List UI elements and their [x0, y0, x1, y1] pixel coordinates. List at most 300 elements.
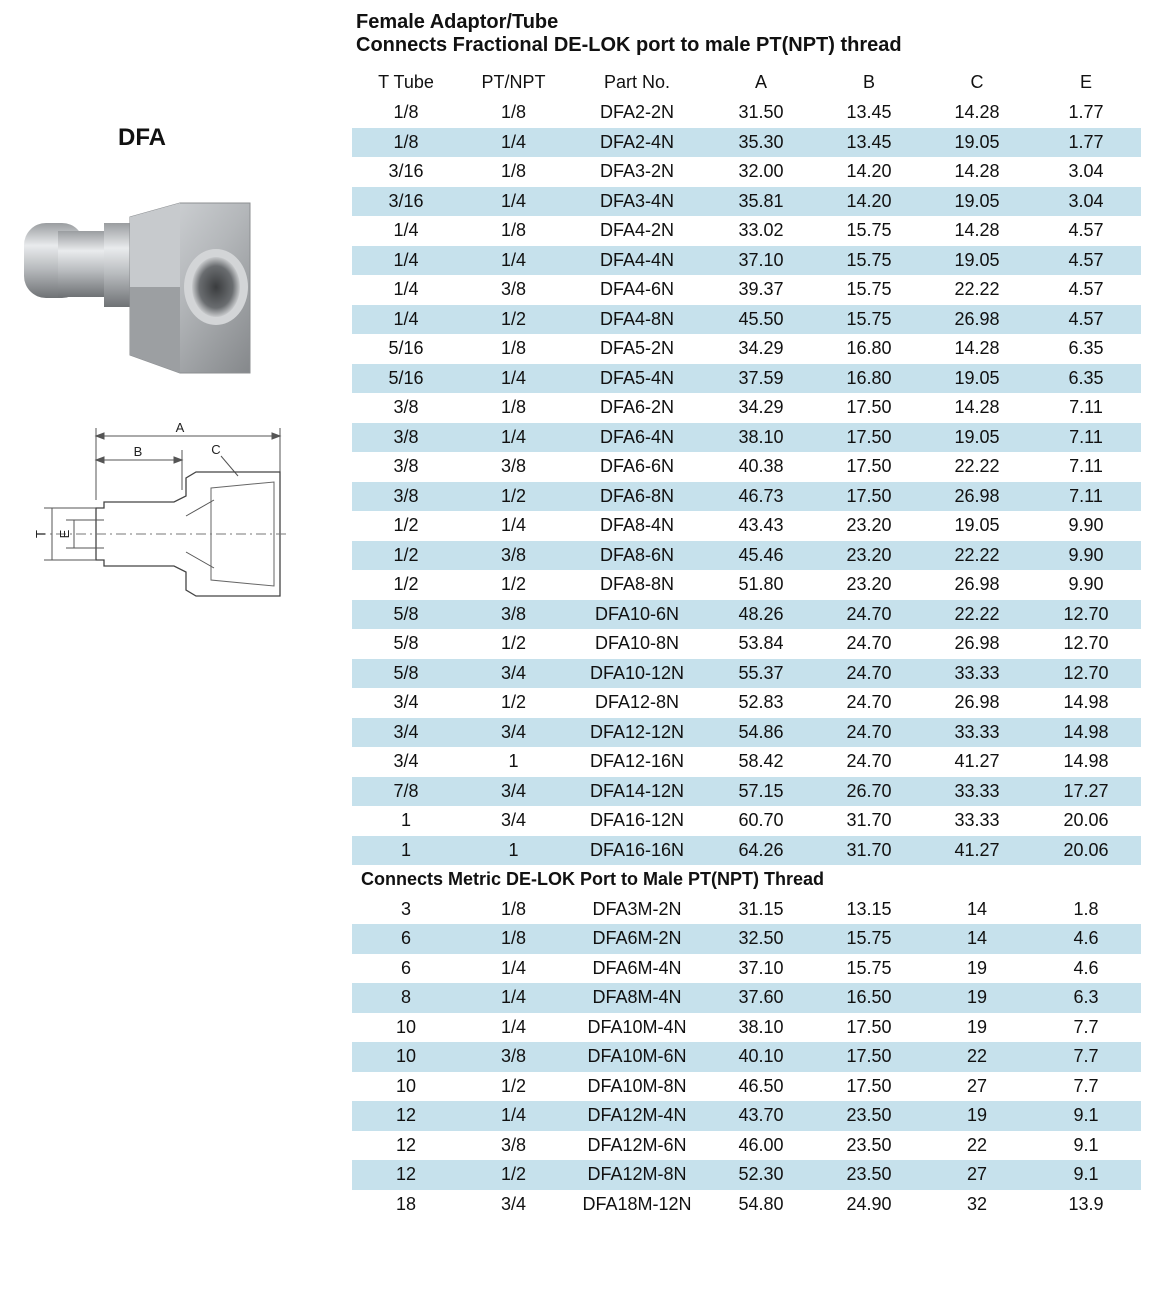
table-cell: 1/4 [393, 308, 419, 329]
table-cell: 34.29 [738, 397, 784, 418]
table-cell: 3/8 [500, 456, 527, 477]
table-row [352, 600, 1141, 630]
table-cell: 9.1 [1073, 1105, 1099, 1126]
table-cell: 40.10 [738, 1046, 784, 1067]
table-cell: 10 [395, 1075, 417, 1096]
table-cell: 4.57 [1068, 220, 1104, 241]
table-cell: 17.50 [846, 426, 892, 447]
table-cell: 20.06 [1063, 810, 1109, 831]
table-cell: 5/8 [393, 603, 419, 624]
table-cell: DFA5-4N [599, 367, 675, 388]
table-cell: 1/4 [500, 131, 527, 152]
table-cell: 3/4 [500, 662, 527, 683]
header-e: E [1079, 71, 1092, 92]
table-cell: DFA3-2N [599, 161, 675, 182]
table-cell: 5/16 [388, 338, 424, 359]
table-row [352, 895, 1141, 925]
table-cell: 26.98 [954, 633, 1000, 654]
table-cell: DFA4-8N [599, 308, 675, 329]
table-cell: 26.98 [954, 692, 1000, 713]
table-cell: 12 [395, 1134, 417, 1155]
table-cell: 1/8 [500, 397, 527, 418]
table-cell: DFA14-12N [589, 780, 685, 801]
table-cell: 23.50 [846, 1105, 892, 1126]
table-cell: 1/2 [500, 633, 527, 654]
table-cell: 31.15 [738, 898, 784, 919]
table-cell: 39.37 [738, 279, 784, 300]
table-cell: DFA12M-6N [587, 1134, 687, 1155]
dimension-drawing [26, 420, 296, 610]
table-cell: 3 [400, 898, 411, 919]
table-cell: 13.45 [846, 131, 892, 152]
table-cell: 38.10 [738, 1016, 784, 1037]
table-cell: 24.70 [846, 603, 892, 624]
table-cell: 19.05 [954, 367, 1000, 388]
table-cell: 7.7 [1073, 1046, 1099, 1067]
table-cell: 1 [400, 839, 411, 860]
table-cell: 9.90 [1068, 574, 1104, 595]
table-cell: 15.75 [846, 928, 892, 949]
table-cell: 54.80 [738, 1193, 784, 1214]
table-cell: 4.57 [1068, 249, 1104, 270]
table-cell: 12 [395, 1105, 417, 1126]
table-cell: 3/8 [500, 544, 527, 565]
table-cell: 13.15 [846, 898, 892, 919]
table-row [352, 216, 1141, 246]
table-row [352, 275, 1141, 305]
table-cell: DFA10M-8N [587, 1075, 687, 1096]
table-cell: 4.57 [1068, 308, 1104, 329]
table-row [352, 806, 1141, 836]
table-cell: 3/8 [500, 1046, 527, 1067]
table-cell: 32.50 [738, 928, 784, 949]
table-cell: 38.10 [738, 426, 784, 447]
table-cell: 33.33 [954, 810, 1000, 831]
table-cell: 7.11 [1069, 456, 1103, 477]
table-cell: 12.70 [1063, 662, 1109, 683]
table-row [352, 836, 1141, 866]
table-cell: 1/4 [393, 220, 419, 241]
table-row [352, 1042, 1141, 1072]
table-cell: 3/16 [388, 161, 424, 182]
table-row [352, 157, 1141, 187]
table-cell: 46.50 [738, 1075, 784, 1096]
table-cell: 14.98 [1063, 751, 1109, 772]
table-cell: 16.80 [846, 338, 892, 359]
table-cell: 13.45 [846, 102, 892, 123]
table-cell: DFA3M-2N [592, 898, 682, 919]
table-cell: 19.05 [954, 515, 1000, 536]
table-cell: 9.90 [1068, 515, 1104, 536]
table-cell: 26.98 [954, 574, 1000, 595]
table-cell: DFA2-2N [599, 102, 675, 123]
table-cell: 23.50 [846, 1164, 892, 1185]
table-cell: 1/2 [500, 308, 527, 329]
table-row [352, 1190, 1141, 1220]
table-cell: 3/8 [393, 456, 419, 477]
table-row [352, 541, 1141, 571]
table-cell: 1/8 [500, 338, 527, 359]
table-cell: 3/4 [393, 692, 419, 713]
table-cell: 17.50 [846, 1075, 892, 1096]
table-cell: 37.10 [738, 249, 784, 270]
table-cell: 1/8 [393, 102, 419, 123]
table-cell: 1/4 [500, 1016, 527, 1037]
table-cell: 1/4 [393, 279, 419, 300]
table-cell: 1/4 [500, 249, 527, 270]
dimension-table [352, 66, 1141, 1219]
table-cell: 13.9 [1068, 1193, 1104, 1214]
table-cell: 14 [966, 928, 988, 949]
table-cell: 3/8 [393, 485, 419, 506]
table-cell: 43.70 [738, 1105, 784, 1126]
table-cell: 10 [395, 1016, 417, 1037]
table-cell: 1/8 [500, 102, 527, 123]
table-cell: 58.42 [738, 751, 784, 772]
table-cell: DFA16-12N [589, 810, 685, 831]
table-cell: 15.75 [846, 220, 892, 241]
dim-label-e: E [57, 529, 72, 539]
table-row [352, 482, 1141, 512]
table-cell: 23.20 [846, 574, 892, 595]
table-cell: 1/4 [500, 515, 527, 536]
table-cell: 24.70 [846, 633, 892, 654]
table-row [352, 98, 1141, 128]
table-cell: 31.70 [846, 839, 892, 860]
product-subtitle: Connects Fractional DE-LOK port to male PT(NPT) thread [356, 34, 902, 56]
table-cell: 1 [508, 751, 519, 772]
table-cell: 19.05 [954, 249, 1000, 270]
table-cell: 1/4 [500, 367, 527, 388]
table-cell: 6.35 [1068, 367, 1104, 388]
table-cell: DFA2-4N [599, 131, 675, 152]
table-cell: DFA6-6N [599, 456, 675, 477]
table-cell: 33.33 [954, 780, 1000, 801]
table-row [352, 983, 1141, 1013]
table-cell: 22.22 [954, 603, 1000, 624]
table-cell: 15.75 [846, 279, 892, 300]
table-cell: 48.26 [738, 603, 784, 624]
table-cell: 7.7 [1073, 1075, 1099, 1096]
table-cell: 16.80 [846, 367, 892, 388]
table-cell: 1/2 [393, 515, 419, 536]
table-cell: 4.57 [1068, 279, 1104, 300]
table-cell: 33.33 [954, 721, 1000, 742]
table-cell: 33.02 [738, 220, 784, 241]
header-pt-npt: PT/NPT [481, 71, 546, 92]
table-cell: 1/4 [500, 426, 527, 447]
table-cell: 26.98 [954, 308, 1000, 329]
dim-label-b: B [133, 444, 143, 459]
table-cell: 23.20 [846, 515, 892, 536]
table-cell: DFA8-6N [599, 544, 675, 565]
table-cell: DFA18M-12N [582, 1193, 692, 1214]
table-cell: 1.77 [1068, 102, 1104, 123]
table-cell: 3/4 [500, 1193, 527, 1214]
table-cell: 24.70 [846, 692, 892, 713]
table-cell: 15.75 [846, 249, 892, 270]
table-cell: DFA12-12N [589, 721, 685, 742]
product-title: Female Adaptor/Tube [356, 11, 559, 33]
table-cell: DFA12M-8N [587, 1164, 687, 1185]
table-cell: 3/4 [500, 721, 527, 742]
table-cell: 10 [395, 1046, 417, 1067]
header-t-tube: T Tube [378, 71, 434, 92]
table-cell: 46.00 [738, 1134, 784, 1155]
table-cell: 7.7 [1073, 1016, 1099, 1037]
table-cell: DFA6-8N [599, 485, 675, 506]
table-cell: 22 [966, 1046, 988, 1067]
table-cell: 12 [395, 1164, 417, 1185]
table-cell: DFA12-16N [589, 751, 685, 772]
table-cell: 1 [508, 839, 519, 860]
table-cell: 1/4 [393, 249, 419, 270]
table-row [352, 718, 1141, 748]
table-row [352, 364, 1141, 394]
table-cell: 14.28 [954, 397, 1000, 418]
table-cell: 14.28 [954, 220, 1000, 241]
table-cell: 8 [400, 987, 411, 1008]
table-cell: 22.22 [954, 456, 1000, 477]
table-cell: 60.70 [738, 810, 784, 831]
table-cell: 19.05 [954, 426, 1000, 447]
table-cell: 35.30 [738, 131, 784, 152]
table-row [352, 128, 1141, 158]
table-cell: 14.28 [954, 338, 1000, 359]
table-cell: 5/8 [393, 633, 419, 654]
table-cell: 54.86 [738, 721, 784, 742]
table-cell: 14.20 [846, 190, 892, 211]
table-cell: 31.50 [738, 102, 784, 123]
table-cell: 26.98 [954, 485, 1000, 506]
table-cell: DFA3-4N [599, 190, 675, 211]
table-row [352, 334, 1141, 364]
table-cell: 17.50 [846, 397, 892, 418]
table-cell: DFA6M-2N [592, 928, 682, 949]
table-cell: 24.70 [846, 751, 892, 772]
table-cell: 27 [966, 1075, 988, 1096]
fractional-table-body [352, 98, 1141, 865]
table-cell: DFA8-4N [599, 515, 675, 536]
table-cell: DFA5-2N [599, 338, 675, 359]
table-cell: 16.50 [846, 987, 892, 1008]
table-cell: 1/2 [500, 574, 527, 595]
table-cell: 1 [400, 810, 411, 831]
table-cell: 5/16 [388, 367, 424, 388]
table-cell: 1/8 [393, 131, 419, 152]
table-row [352, 1072, 1141, 1102]
table-cell: 3/8 [500, 603, 527, 624]
table-cell: 17.27 [1063, 780, 1109, 801]
table-cell: 3/4 [500, 780, 527, 801]
table-header-row [352, 66, 1141, 98]
table-cell: 41.27 [954, 839, 1000, 860]
table-cell: 15.75 [846, 957, 892, 978]
table-cell: 1.8 [1073, 898, 1099, 919]
table-row [352, 954, 1141, 984]
table-cell: 6 [400, 957, 411, 978]
table-cell: 19 [966, 1105, 988, 1126]
table-cell: DFA6-4N [599, 426, 675, 447]
table-cell: 14.98 [1063, 692, 1109, 713]
table-cell: 57.15 [738, 780, 784, 801]
table-cell: 1/4 [500, 957, 527, 978]
table-cell: 17.50 [846, 485, 892, 506]
table-row [352, 924, 1141, 954]
table-cell: 35.81 [738, 190, 784, 211]
table-cell: 4.6 [1073, 928, 1099, 949]
table-cell: 37.60 [738, 987, 784, 1008]
metric-section-title: Connects Metric DE-LOK Port to Male PT(NPT) Thread [361, 869, 825, 889]
table-cell: 14 [966, 898, 988, 919]
table-cell: 1/2 [393, 544, 419, 565]
table-cell: 1/2 [500, 1075, 527, 1096]
table-cell: 34.29 [738, 338, 784, 359]
table-cell: DFA10-12N [589, 662, 685, 683]
table-cell: 7.11 [1069, 485, 1103, 506]
dim-label-a: A [175, 420, 185, 435]
table-cell: 27 [966, 1164, 988, 1185]
header-c: C [970, 71, 984, 92]
table-row [352, 305, 1141, 335]
table-cell: 24.70 [846, 721, 892, 742]
table-cell: 12.70 [1063, 633, 1109, 654]
table-cell: 37.59 [738, 367, 784, 388]
table-cell: 19.05 [954, 190, 1000, 211]
fitting-photo [18, 195, 268, 380]
table-cell: 52.83 [738, 692, 784, 713]
table-row [352, 777, 1141, 807]
table-row [352, 747, 1141, 777]
table-cell: 32.00 [738, 161, 784, 182]
table-cell: 3/8 [500, 279, 527, 300]
table-cell: 4.6 [1073, 957, 1099, 978]
table-cell: 12.70 [1063, 603, 1109, 624]
table-cell: DFA4-6N [599, 279, 675, 300]
table-cell: 1/2 [500, 692, 527, 713]
table-row [352, 659, 1141, 689]
table-cell: 9.90 [1068, 544, 1104, 565]
header-b: B [862, 71, 875, 92]
table-row [352, 688, 1141, 718]
table-cell: 22 [966, 1134, 988, 1155]
table-cell: DFA10-6N [594, 603, 680, 624]
table-cell: 53.84 [738, 633, 784, 654]
table-row [352, 1160, 1141, 1190]
table-cell: 20.06 [1063, 839, 1109, 860]
table-cell: 6.3 [1073, 987, 1099, 1008]
table-cell: 6 [400, 928, 411, 949]
table-cell: 37.10 [738, 957, 784, 978]
table-cell: 41.27 [954, 751, 1000, 772]
table-cell: DFA10M-6N [587, 1046, 687, 1067]
table-cell: DFA10-8N [594, 633, 680, 654]
table-cell: 1.77 [1068, 131, 1104, 152]
table-cell: 7.11 [1069, 397, 1103, 418]
header-a: A [754, 71, 767, 92]
table-cell: 55.37 [738, 662, 784, 683]
table-row [352, 629, 1141, 659]
table-cell: 24.70 [846, 662, 892, 683]
table-cell: 24.90 [846, 1193, 892, 1214]
table-cell: 19 [966, 1016, 988, 1037]
table-row [352, 511, 1141, 541]
table-cell: 43.43 [738, 515, 784, 536]
table-row [352, 1131, 1141, 1161]
table-cell: 46.73 [738, 485, 784, 506]
table-cell: DFA12M-4N [587, 1105, 687, 1126]
table-cell: DFA16-16N [589, 839, 685, 860]
table-cell: 3.04 [1068, 190, 1104, 211]
table-row [352, 423, 1141, 453]
table-cell: 9.1 [1073, 1164, 1099, 1185]
table-cell: 6.35 [1068, 338, 1104, 359]
table-cell: 3/16 [388, 190, 424, 211]
table-cell: 19 [966, 987, 988, 1008]
table-cell: DFA4-2N [599, 220, 675, 241]
table-cell: 1/8 [500, 220, 527, 241]
table-cell: 64.26 [738, 839, 784, 860]
table-row [352, 570, 1141, 600]
table-cell: 33.33 [954, 662, 1000, 683]
table-row [352, 246, 1141, 276]
table-cell: 3/4 [393, 721, 419, 742]
table-cell: 14.98 [1063, 721, 1109, 742]
table-cell: 1/4 [500, 1105, 527, 1126]
table-cell: 15.75 [846, 308, 892, 329]
table-cell: 31.70 [846, 810, 892, 831]
table-cell: 3/8 [393, 397, 419, 418]
table-cell: 3.04 [1068, 161, 1104, 182]
table-cell: DFA12-8N [594, 692, 680, 713]
table-cell: 3/8 [393, 426, 419, 447]
table-cell: 1/2 [393, 574, 419, 595]
table-cell: 1/8 [500, 928, 527, 949]
table-cell: 17.50 [846, 1046, 892, 1067]
metric-table-body [352, 895, 1141, 1220]
table-cell: 45.50 [738, 308, 784, 329]
table-row [352, 1101, 1141, 1131]
product-code: DFA [118, 124, 166, 151]
dim-label-c: C [211, 442, 221, 457]
table-cell: 45.46 [738, 544, 784, 565]
table-cell: 14.28 [954, 161, 1000, 182]
table-cell: 1/8 [500, 898, 527, 919]
table-cell: DFA6M-4N [592, 957, 682, 978]
table-cell: DFA6-2N [599, 397, 675, 418]
table-row [352, 393, 1141, 423]
table-cell: 1/2 [500, 1164, 527, 1185]
table-row [352, 452, 1141, 482]
table-cell: 17.50 [846, 1016, 892, 1037]
table-cell: 3/4 [500, 810, 527, 831]
table-cell: 5/8 [393, 662, 419, 683]
table-cell: DFA8-8N [599, 574, 675, 595]
table-cell: 1/4 [500, 987, 527, 1008]
table-cell: 7.11 [1069, 426, 1103, 447]
table-cell: 1/8 [500, 161, 527, 182]
table-cell: DFA8M-4N [592, 987, 682, 1008]
table-cell: 18 [395, 1193, 417, 1214]
table-cell: 7/8 [393, 780, 419, 801]
table-cell: 19.05 [954, 131, 1000, 152]
table-cell: 3/4 [393, 751, 419, 772]
table-cell: 40.38 [738, 456, 784, 477]
table-cell: 1/4 [500, 190, 527, 211]
table-cell: DFA10M-4N [587, 1016, 687, 1037]
table-cell: 9.1 [1073, 1134, 1099, 1155]
table-cell: 14.28 [954, 102, 1000, 123]
